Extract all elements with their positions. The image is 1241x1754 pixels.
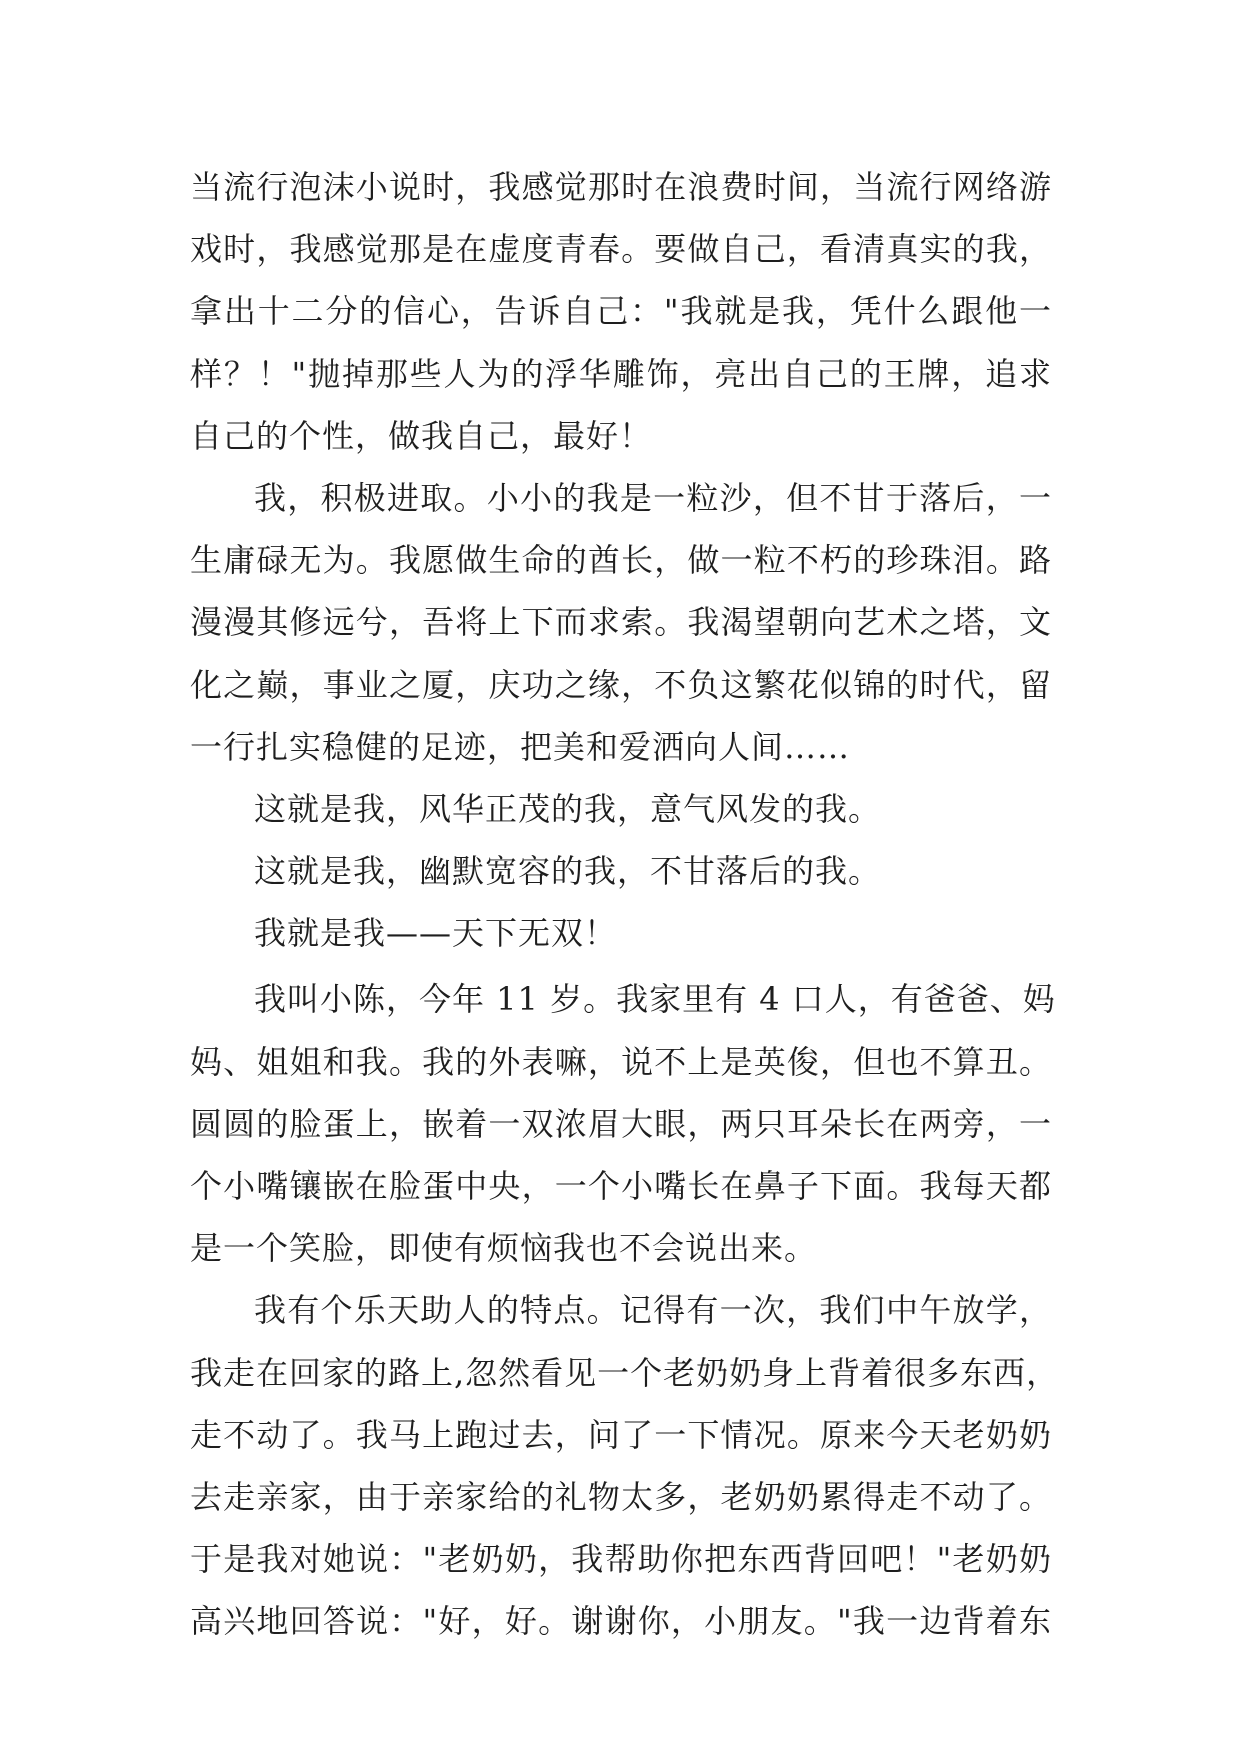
- text-line: 自己的个性，做我自己，最好！: [190, 416, 653, 455]
- text-line: 戏时，我感觉那是在虚度青春。要做自己，看清真实的我，: [190, 230, 1052, 269]
- paragraph: [190, 156, 1052, 467]
- paragraph: [190, 840, 1052, 902]
- paragraph: [190, 968, 1056, 1279]
- text-line: 生庸碌无为。我愿做生命的酋长，做一粒不朽的珍珠泪。路: [190, 541, 1052, 580]
- paragraph: [190, 902, 1052, 964]
- text-line: 高兴地回答说："好，好。谢谢你，小朋友。"我一边背着东: [190, 1602, 1052, 1641]
- text-line: 走不动了。我马上跑过去，问了一下情况。原来今天老奶奶: [190, 1415, 1052, 1454]
- paragraph: [190, 778, 1052, 840]
- paragraph: [190, 467, 1052, 778]
- paragraph: [190, 1279, 1060, 1652]
- text-line: 我，积极进取。小小的我是一粒沙，但不甘于落后，一: [254, 478, 1052, 517]
- text-line: 个小嘴镶嵌在脸蛋中央，一个小嘴长在鼻子下面。我每天都: [190, 1167, 1052, 1205]
- text-line: 我走在回家的路上,忽然看见一个老奶奶身上背着很多东西，: [190, 1353, 1060, 1392]
- text-line: 我叫小陈，今年 11 岁。我家里有 4 口人，有爸爸、妈: [254, 980, 1056, 1019]
- text-line: 一行扎实稳健的足迹，把美和爱洒向人间……: [190, 727, 851, 766]
- text-line: 是一个笑脸，即使有烦恼我也不会说出来。: [190, 1229, 818, 1268]
- text-line: 去走亲家，由于亲家给的礼物太多，老奶奶累得走不动了。: [190, 1477, 1052, 1516]
- text-line: 样？！"抛掉那些人为的浮华雕饰，亮出自己的王牌，追求: [190, 354, 1052, 393]
- text-line: 当流行泡沫小说时，我感觉那时在浪费时间，当流行网络游: [190, 168, 1052, 206]
- text-line: 这就是我，风华正茂的我，意气风发的我。: [254, 789, 882, 828]
- article-body: [190, 156, 1060, 1653]
- text-line: 漫漫其修远兮，吾将上下而求索。我渴望朝向艺术之塔，文: [190, 603, 1052, 642]
- text-line: 化之巅，事业之厦，庆功之缘，不负这繁花似锦的时代，留: [190, 665, 1052, 704]
- text-line: 妈、姐姐和我。我的外表嘛，说不上是英俊，但也不算丑。: [190, 1042, 1052, 1081]
- text-line: 于是我对她说："老奶奶，我帮助你把东西背回吧！"老奶奶: [190, 1540, 1052, 1579]
- text-line: 这就是我，幽默宽容的我，不甘落后的我。: [254, 852, 882, 891]
- text-line: 我就是我——天下无双！: [254, 914, 618, 953]
- text-line: 拿出十二分的信心，告诉自己："我就是我，凭什么跟他一: [190, 292, 1052, 331]
- text-line: 圆圆的脸蛋上，嵌着一双浓眉大眼，两只耳朵长在两旁，一: [190, 1104, 1052, 1143]
- text-line: 我有个乐天助人的特点。记得有一次，我们中午放学，: [254, 1291, 1052, 1330]
